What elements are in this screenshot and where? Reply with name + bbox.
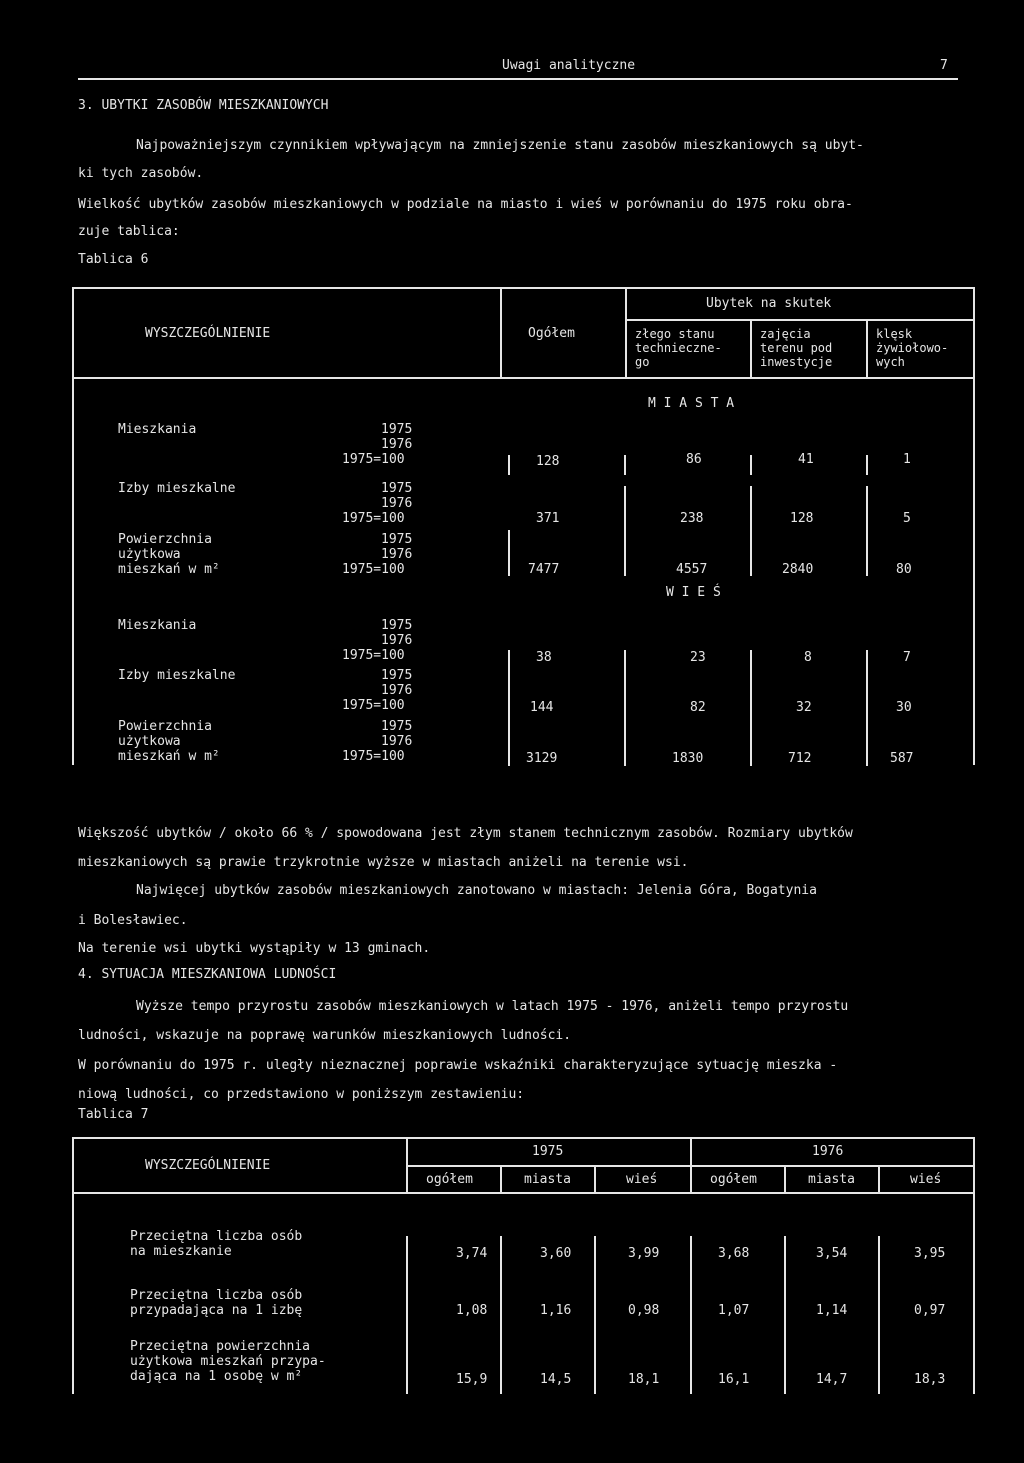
mid-p1-line2: mieszkaniowych są prawie trzykrotnie wyższe w miastach aniżeli na terenie wsi. <box>78 855 689 870</box>
row-label: użytkowa <box>118 734 181 749</box>
table6-col-group: Ubytek na skutek <box>706 296 832 311</box>
cell-value: 14,5 <box>540 1372 572 1387</box>
cell-value: 0,98 <box>628 1303 660 1318</box>
cell-value: 3,54 <box>816 1246 848 1261</box>
running-title: Uwagi analityczne <box>502 58 636 73</box>
cell-value: 3,99 <box>628 1246 660 1261</box>
table7-subcol: wieś <box>910 1172 942 1187</box>
row-label: Powierzchnia <box>118 719 212 734</box>
table7-col-bar <box>594 1236 596 1394</box>
row-label: Przeciętna powierzchnia <box>130 1339 311 1354</box>
table6-col-wyszczegolnienie: WYSZCZEGÓLNIENIE <box>145 326 271 341</box>
cell-klesk: 80 <box>896 562 912 577</box>
section3-para2-line1: Wielkość ubytków zasobów mieszkaniowych w podziale na miasto i wieś w porównaniu do 1975 roku obra- <box>78 197 853 212</box>
cell-value: 1,16 <box>540 1303 572 1318</box>
section3-heading: 3. UBYTKI ZASOBÓW MIESZKANIOWYCH <box>78 98 329 113</box>
table7-subcol: miasta <box>808 1172 855 1187</box>
table7-subcol: ogółem <box>426 1172 473 1187</box>
year-label: 1975=100 <box>342 648 405 663</box>
row-label: przypadająca na 1 izbę <box>130 1303 303 1318</box>
row-label: dająca na 1 osobę w m² <box>130 1369 303 1384</box>
year-label: 1975 <box>381 719 413 734</box>
row-label: na mieszkanie <box>130 1244 232 1259</box>
section4-p1-line2: ludności, wskazuje na poprawę warunków mieszkaniowych ludności. <box>78 1028 572 1043</box>
table6-body-right <box>973 379 975 765</box>
cell-value: 0,97 <box>914 1303 946 1318</box>
table7-divider <box>878 1165 880 1194</box>
cell-zajecia: 712 <box>788 751 812 766</box>
year-label: 1975 <box>381 422 413 437</box>
year-label: 1975 <box>381 532 413 547</box>
table7-divider <box>406 1165 975 1167</box>
row-label: Przeciętna liczba osób <box>130 1229 303 1244</box>
table6-col-zlego: złego stanu technieczne- go <box>635 327 722 369</box>
cell-ogolem: 371 <box>536 511 560 526</box>
cell-ogolem: 3129 <box>526 751 558 766</box>
value-bar <box>624 455 626 475</box>
cell-klesk: 1 <box>903 452 911 467</box>
cell-ogolem: 7477 <box>528 562 560 577</box>
year-label: 1976 <box>381 734 413 749</box>
section3-para1-line1: Najpoważniejszym czynnikiem wpływającym na zmniejszenie stanu zasobów mieszkaniowych są ubyt- <box>136 138 864 153</box>
table7-body-right <box>973 1194 975 1394</box>
cell-zajecia: 2840 <box>782 562 814 577</box>
value-bar <box>508 530 510 576</box>
year-label: 1976 <box>381 547 413 562</box>
table7-col-bar <box>500 1236 502 1394</box>
table7-subcol: miasta <box>524 1172 571 1187</box>
year-label: 1975=100 <box>342 511 405 526</box>
table6-col-zajecia: zajęcia terenu pod inwestycje <box>760 327 833 369</box>
mid-p2-line1: Najwięcej ubytków zasobów mieszkaniowych zanotowano w miastach: Jelenia Góra, Bogatynia <box>136 883 817 898</box>
section4-heading: 4. SYTUACJA MIESZKANIOWA LUDNOŚCI <box>78 967 337 982</box>
year-label: 1975=100 <box>342 749 405 764</box>
value-bar <box>750 650 752 766</box>
section4-p2-line1: W porównaniu do 1975 r. uległy nieznacznej poprawie wskaźniki charakteryzujące sytuację mieszka - <box>78 1058 838 1073</box>
year-label: 1976 <box>381 437 413 452</box>
row-label: użytkowa mieszkań przypa- <box>130 1354 326 1369</box>
year-label: 1975=100 <box>342 452 405 467</box>
header-rule <box>78 78 958 80</box>
cell-zlego: 82 <box>690 700 706 715</box>
cell-value: 15,9 <box>456 1372 488 1387</box>
year-label: 1976 <box>381 496 413 511</box>
table6-divider <box>500 287 502 379</box>
cell-value: 1,14 <box>816 1303 848 1318</box>
cell-value: 14,7 <box>816 1372 848 1387</box>
year-label: 1975 <box>381 481 413 496</box>
mid-p2-line2: i Bolesławiec. <box>78 913 188 928</box>
value-bar <box>508 650 510 766</box>
cell-klesk: 5 <box>903 511 911 526</box>
table7-body-left <box>72 1194 74 1394</box>
cell-value: 3,60 <box>540 1246 572 1261</box>
value-bar <box>866 650 868 766</box>
table6-section-wies: W I E Ś <box>666 585 721 600</box>
cell-klesk: 30 <box>896 700 912 715</box>
table6-section-miasta: M I A S T A <box>648 396 735 411</box>
table6-col-ogolem: Ogółem <box>528 326 575 341</box>
cell-value: 1,07 <box>718 1303 750 1318</box>
cell-zlego: 238 <box>680 511 704 526</box>
cell-zlego: 23 <box>690 650 706 665</box>
table7-divider <box>594 1165 596 1194</box>
table7-label: Tablica 7 <box>78 1107 149 1122</box>
row-label: Mieszkania <box>118 422 197 437</box>
table7-divider <box>784 1165 786 1194</box>
table7-year-1975: 1975 <box>532 1144 564 1159</box>
cell-value: 3,95 <box>914 1246 946 1261</box>
value-bar <box>508 455 510 475</box>
cell-value: 3,74 <box>456 1246 488 1261</box>
table6-col-klesk: klęsk żywiołowo- wych <box>876 327 949 369</box>
row-label: Powierzchnia <box>118 532 212 547</box>
year-label: 1975 <box>381 618 413 633</box>
cell-klesk: 587 <box>890 751 914 766</box>
mid-p1-line1: Większość ubytków / około 66 % / spowodowana jest złym stanem technicznym zasobów. Rozmiary ubytków <box>78 826 853 841</box>
row-label: Izby mieszkalne <box>118 668 236 683</box>
row-label: użytkowa <box>118 547 181 562</box>
table7-subcol: ogółem <box>710 1172 757 1187</box>
cell-value: 18,3 <box>914 1372 946 1387</box>
value-bar <box>866 486 868 576</box>
table7-col-wyszczegolnienie: WYSZCZEGÓLNIENIE <box>145 1158 271 1173</box>
table6-body-left <box>72 379 74 765</box>
row-label: mieszkań w m² <box>118 562 220 577</box>
year-label: 1976 <box>381 683 413 698</box>
table6-label: Tablica 6 <box>78 252 149 267</box>
table7-col-bar <box>406 1236 408 1394</box>
table6-divider <box>625 319 975 321</box>
table7-col-bar <box>690 1236 692 1394</box>
page-number: 7 <box>940 58 948 73</box>
value-bar <box>750 486 752 576</box>
year-label: 1976 <box>381 633 413 648</box>
year-label: 1975=100 <box>342 698 405 713</box>
cell-ogolem: 128 <box>536 454 560 469</box>
section4-p1-line1: Wyższe tempo przyrostu zasobów mieszkaniowych w latach 1975 - 1976, aniżeli tempo przyrostu <box>136 999 849 1014</box>
cell-zajecia: 8 <box>804 650 812 665</box>
table7-divider <box>500 1165 502 1194</box>
section4-p2-line2: niową ludności, co przedstawiono w poniższym zestawieniu: <box>78 1087 525 1102</box>
cell-value: 3,68 <box>718 1246 750 1261</box>
row-label: Izby mieszkalne <box>118 481 236 496</box>
cell-value: 1,08 <box>456 1303 488 1318</box>
cell-zlego: 1830 <box>672 751 704 766</box>
cell-ogolem: 144 <box>530 700 554 715</box>
cell-zlego: 4557 <box>676 562 708 577</box>
row-label: Przeciętna liczba osób <box>130 1288 303 1303</box>
table7-year-1976: 1976 <box>812 1144 844 1159</box>
cell-zajecia: 41 <box>798 452 814 467</box>
table7-col-bar <box>878 1236 880 1394</box>
cell-ogolem: 38 <box>536 650 552 665</box>
row-label: Mieszkania <box>118 618 197 633</box>
value-bar <box>624 650 626 766</box>
section3-para1-line2: ki tych zasobów. <box>78 166 204 181</box>
value-bar <box>624 486 626 576</box>
section3-para2-line2: zuje tablica: <box>78 224 180 239</box>
value-bar <box>866 455 868 475</box>
table6-divider <box>625 287 627 379</box>
cell-klesk: 7 <box>903 650 911 665</box>
table7-subcol: wieś <box>626 1172 658 1187</box>
cell-zajecia: 32 <box>796 700 812 715</box>
year-label: 1975=100 <box>342 562 405 577</box>
table7-col-bar <box>784 1236 786 1394</box>
table6-divider <box>750 319 752 379</box>
row-label: mieszkań w m² <box>118 749 220 764</box>
year-label: 1975 <box>381 668 413 683</box>
cell-zajecia: 128 <box>790 511 814 526</box>
cell-zlego: 86 <box>686 452 702 467</box>
table6-divider <box>866 319 868 379</box>
value-bar <box>750 455 752 475</box>
mid-p3: Na terenie wsi ubytki wystąpiły w 13 gminach. <box>78 941 431 956</box>
cell-value: 16,1 <box>718 1372 750 1387</box>
cell-value: 18,1 <box>628 1372 660 1387</box>
